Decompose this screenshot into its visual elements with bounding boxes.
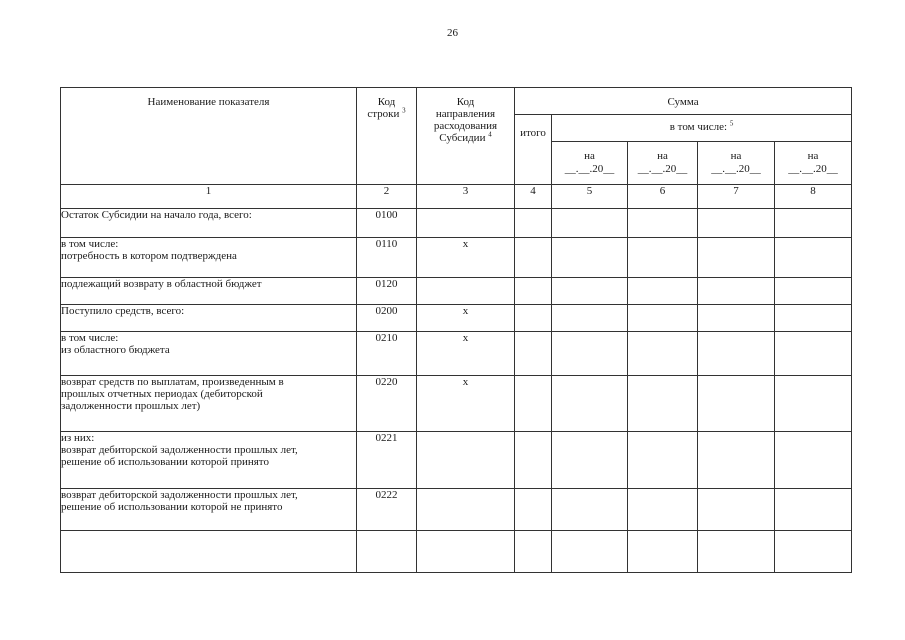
row-label-line: решение об использовании которой не принято — [61, 501, 283, 513]
row-value-cell — [698, 531, 775, 573]
header-period-cell — [628, 142, 698, 185]
row-value-cell — [775, 332, 852, 376]
row-code: 0220 — [357, 376, 417, 432]
header-period-cell — [698, 142, 775, 185]
header-tom-chisle-cell — [552, 115, 852, 142]
row-direction-mark: х — [417, 332, 515, 376]
header-period-cell — [552, 142, 628, 185]
header-period-na: на — [584, 150, 595, 162]
row-label-line: возврат дебиторской задолженности прошлых лет, — [61, 444, 298, 456]
row-label-line: в том числе: — [61, 332, 119, 344]
row-value-cell — [515, 278, 552, 305]
row-value-cell — [775, 238, 852, 278]
header-period-na: на — [730, 150, 742, 162]
row-code: 0222 — [357, 489, 417, 531]
row-label-line: возврат средств по выплатам, произведенным в — [61, 376, 284, 388]
header-direction-line: Субсидии — [439, 132, 486, 144]
table-row-empty — [61, 531, 852, 573]
row-label — [61, 209, 357, 238]
row-label-line: потребность в котором подтверждена — [61, 250, 237, 262]
table-row — [61, 209, 852, 238]
row-code: 0210 — [357, 332, 417, 376]
row-label — [61, 278, 357, 305]
row-value-cell — [552, 531, 628, 573]
row-value-cell — [628, 531, 698, 573]
column-number: 1 — [61, 185, 357, 209]
row-value-cell — [698, 489, 775, 531]
header-period-date: __.__.20__ — [788, 163, 838, 175]
row-value-cell — [628, 376, 698, 432]
table-row — [61, 305, 852, 332]
header-tom-chisle-footnote: 5 — [729, 119, 734, 128]
row-code: 0100 — [357, 209, 417, 238]
row-value-cell — [552, 432, 628, 489]
row-label-line: из них: — [61, 432, 95, 444]
row-value-cell — [628, 238, 698, 278]
column-number: 6 — [628, 185, 698, 209]
row-value-cell — [698, 305, 775, 332]
column-number-row — [61, 185, 852, 209]
row-label-line: Поступило средств, всего: — [61, 305, 185, 317]
header-direction — [417, 88, 514, 144]
row-label-line: подлежащий возврату в областной бюджет — [61, 278, 262, 290]
column-number: 2 — [357, 185, 417, 209]
row-direction-mark — [417, 278, 515, 305]
row-value-cell — [775, 278, 852, 305]
header-itogo-cell — [515, 115, 552, 185]
table-row — [61, 238, 852, 278]
row-code: 0221 — [357, 432, 417, 489]
row-value-cell — [515, 305, 552, 332]
row-label — [61, 489, 357, 531]
row-value-cell — [775, 531, 852, 573]
row-label — [61, 305, 357, 332]
row-direction-mark: х — [417, 376, 515, 432]
row-value-cell — [628, 305, 698, 332]
row-label — [61, 238, 357, 278]
header-direction-line: Код — [456, 96, 475, 108]
row-value-cell — [552, 278, 628, 305]
column-number: 4 — [515, 185, 552, 209]
row-value-cell — [775, 432, 852, 489]
row-value-cell — [628, 489, 698, 531]
row-direction-mark: х — [417, 305, 515, 332]
row-value-cell — [628, 332, 698, 376]
row-value-cell — [698, 376, 775, 432]
header-code-line2: строки — [367, 108, 400, 120]
row-value-cell — [698, 209, 775, 238]
header-period-cell — [775, 142, 852, 185]
header-direction-line: направления — [435, 108, 496, 120]
row-value-cell — [775, 305, 852, 332]
header-row-1 — [61, 88, 852, 115]
header-sum-cell — [515, 88, 852, 115]
row-value-cell — [628, 278, 698, 305]
row-value-cell — [628, 209, 698, 238]
header-name: Наименование показателя — [147, 96, 270, 108]
header-name-cell — [61, 88, 357, 185]
header-itogo: итого — [520, 127, 546, 139]
row-label — [61, 332, 357, 376]
row-direction-mark — [417, 209, 515, 238]
table-row — [61, 332, 852, 376]
row-label — [61, 432, 357, 489]
row-value-cell — [552, 305, 628, 332]
row-direction-mark — [417, 531, 515, 573]
table-row — [61, 376, 852, 432]
row-value-cell — [775, 376, 852, 432]
table-row — [61, 278, 852, 305]
header-direction-footnote: 4 — [488, 130, 492, 139]
header-direction-line: расходования — [433, 120, 498, 132]
header-code-footnote: 3 — [402, 106, 406, 115]
row-label-line: прошлых отчетных периодах (дебиторской — [61, 388, 263, 400]
row-value-cell — [698, 432, 775, 489]
row-value-cell — [515, 238, 552, 278]
row-label-line: решение об использовании которой принято — [61, 456, 269, 468]
row-value-cell — [515, 531, 552, 573]
header-period-date: __.__.20__ — [564, 163, 615, 175]
row-code — [357, 531, 417, 573]
row-value-cell — [552, 376, 628, 432]
row-value-cell — [552, 238, 628, 278]
page-number: 26 — [447, 27, 458, 39]
row-value-cell — [552, 332, 628, 376]
row-label-line: Остаток Субсидии на начало года, всего: — [61, 209, 252, 221]
row-value-cell — [552, 209, 628, 238]
row-value-cell — [775, 489, 852, 531]
header-sum: Сумма — [667, 96, 699, 108]
row-value-cell — [698, 278, 775, 305]
row-direction-mark: х — [417, 238, 515, 278]
row-value-cell — [552, 489, 628, 531]
row-direction-mark — [417, 489, 515, 531]
row-label — [61, 376, 357, 432]
column-number: 3 — [417, 185, 515, 209]
row-code: 0120 — [357, 278, 417, 305]
row-code: 0200 — [357, 305, 417, 332]
column-number: 5 — [552, 185, 628, 209]
row-value-cell — [698, 332, 775, 376]
row-value-cell — [698, 238, 775, 278]
table-row — [61, 432, 852, 489]
row-value-cell — [628, 432, 698, 489]
row-value-cell — [775, 209, 852, 238]
header-code-line1: Код — [377, 96, 396, 108]
row-value-cell — [515, 489, 552, 531]
row-label-line: из областного бюджета — [61, 344, 170, 356]
header-tom-chisle-text: в том числе: — [669, 121, 728, 133]
header-direction-cell — [417, 88, 515, 185]
header-period-na: на — [657, 150, 668, 162]
column-number: 8 — [775, 185, 852, 209]
table-row — [61, 489, 852, 531]
header-tom-chisle — [552, 115, 851, 133]
row-value-cell — [515, 332, 552, 376]
header-code-cell — [357, 88, 417, 185]
row-value-cell — [515, 432, 552, 489]
row-label — [61, 531, 357, 573]
column-number: 7 — [698, 185, 775, 209]
row-label-line: возврат дебиторской задолженности прошлых лет, — [61, 489, 298, 501]
header-period-date: __.__.20__ — [711, 163, 761, 175]
row-direction-mark — [417, 432, 515, 489]
row-label-line: в том числе: — [61, 238, 119, 250]
header-period-na: на — [807, 150, 819, 162]
row-label-line: задолженности прошлых лет) — [61, 400, 201, 412]
header-period-date: __.__.20__ — [637, 163, 688, 175]
row-value-cell — [515, 209, 552, 238]
row-value-cell — [515, 376, 552, 432]
subsidy-report-table — [60, 87, 852, 573]
header-code — [357, 88, 416, 120]
row-code: 0110 — [357, 238, 417, 278]
